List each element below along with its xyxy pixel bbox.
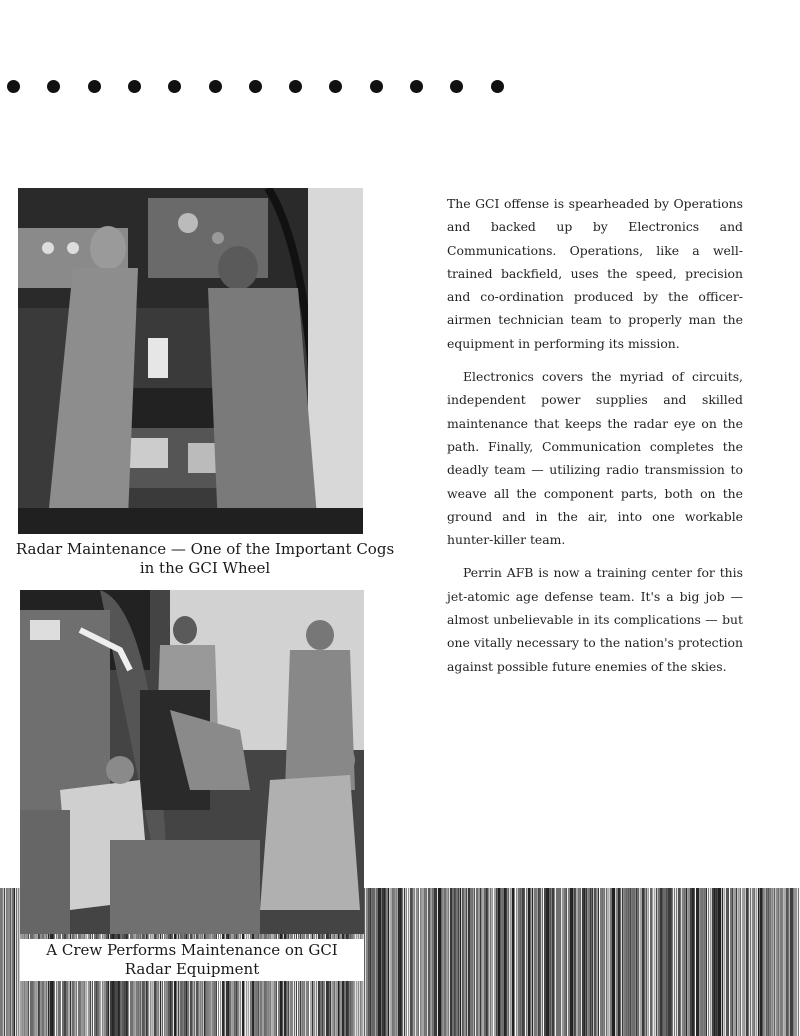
photo-radar-maintenance — [18, 188, 363, 534]
decorative-dot — [491, 80, 504, 93]
decorative-dot — [128, 80, 141, 93]
decorative-dot-row — [0, 76, 520, 96]
caption-line: A Crew Performs Maintenance on GCI — [46, 941, 338, 959]
photo-crew-maintenance-image — [20, 590, 364, 934]
decorative-dot — [450, 80, 463, 93]
decorative-dot — [370, 80, 383, 93]
decorative-dot — [88, 80, 101, 93]
caption-line: Radar Maintenance — One of the Important Cogs — [15, 540, 395, 558]
decorative-dot — [249, 80, 262, 93]
decorative-dot — [410, 80, 423, 93]
article-paragraph: The GCI offense is spearheaded by Operations and backed up by Electronics and Communications. Operations, like a well-trained backfield, uses the speed, precision and co-ordination produced by the officer-airmen technician team to properly man the equipment in performing its mission. — [447, 196, 743, 351]
decorative-dot — [47, 80, 60, 93]
caption-line: Radar Equipment — [124, 960, 260, 978]
article-paragraph: Perrin AFB is now a training center for this jet-atomic age defense team. It's a big job — almost unbelievable in its complications — but one vitally necessary to the nation's protection against possible future enemies of the skies. — [447, 565, 743, 674]
decorative-dot — [329, 80, 342, 93]
decorative-dot — [7, 80, 20, 93]
photo-caption-crew-maintenance — [20, 939, 364, 981]
decorative-dot — [168, 80, 181, 93]
article-paragraph: Electronics covers the myriad of circuits, independent power supplies and skilled maintenance that keeps the radar eye on the path. Finally, Communication completes the deadly team — utilizing radio transmission to weave all the component parts, both on the ground and in the air, into one workable hunter-killer team. — [447, 369, 743, 548]
photo-caption-radar-maintenance — [0, 540, 410, 578]
caption-line: in the GCI Wheel — [139, 559, 271, 577]
decorative-dot — [289, 80, 302, 93]
photo-crew-maintenance — [20, 590, 364, 934]
decorative-dot — [209, 80, 222, 93]
photo-radar-maintenance-image — [18, 188, 363, 534]
article-body — [447, 192, 743, 688]
